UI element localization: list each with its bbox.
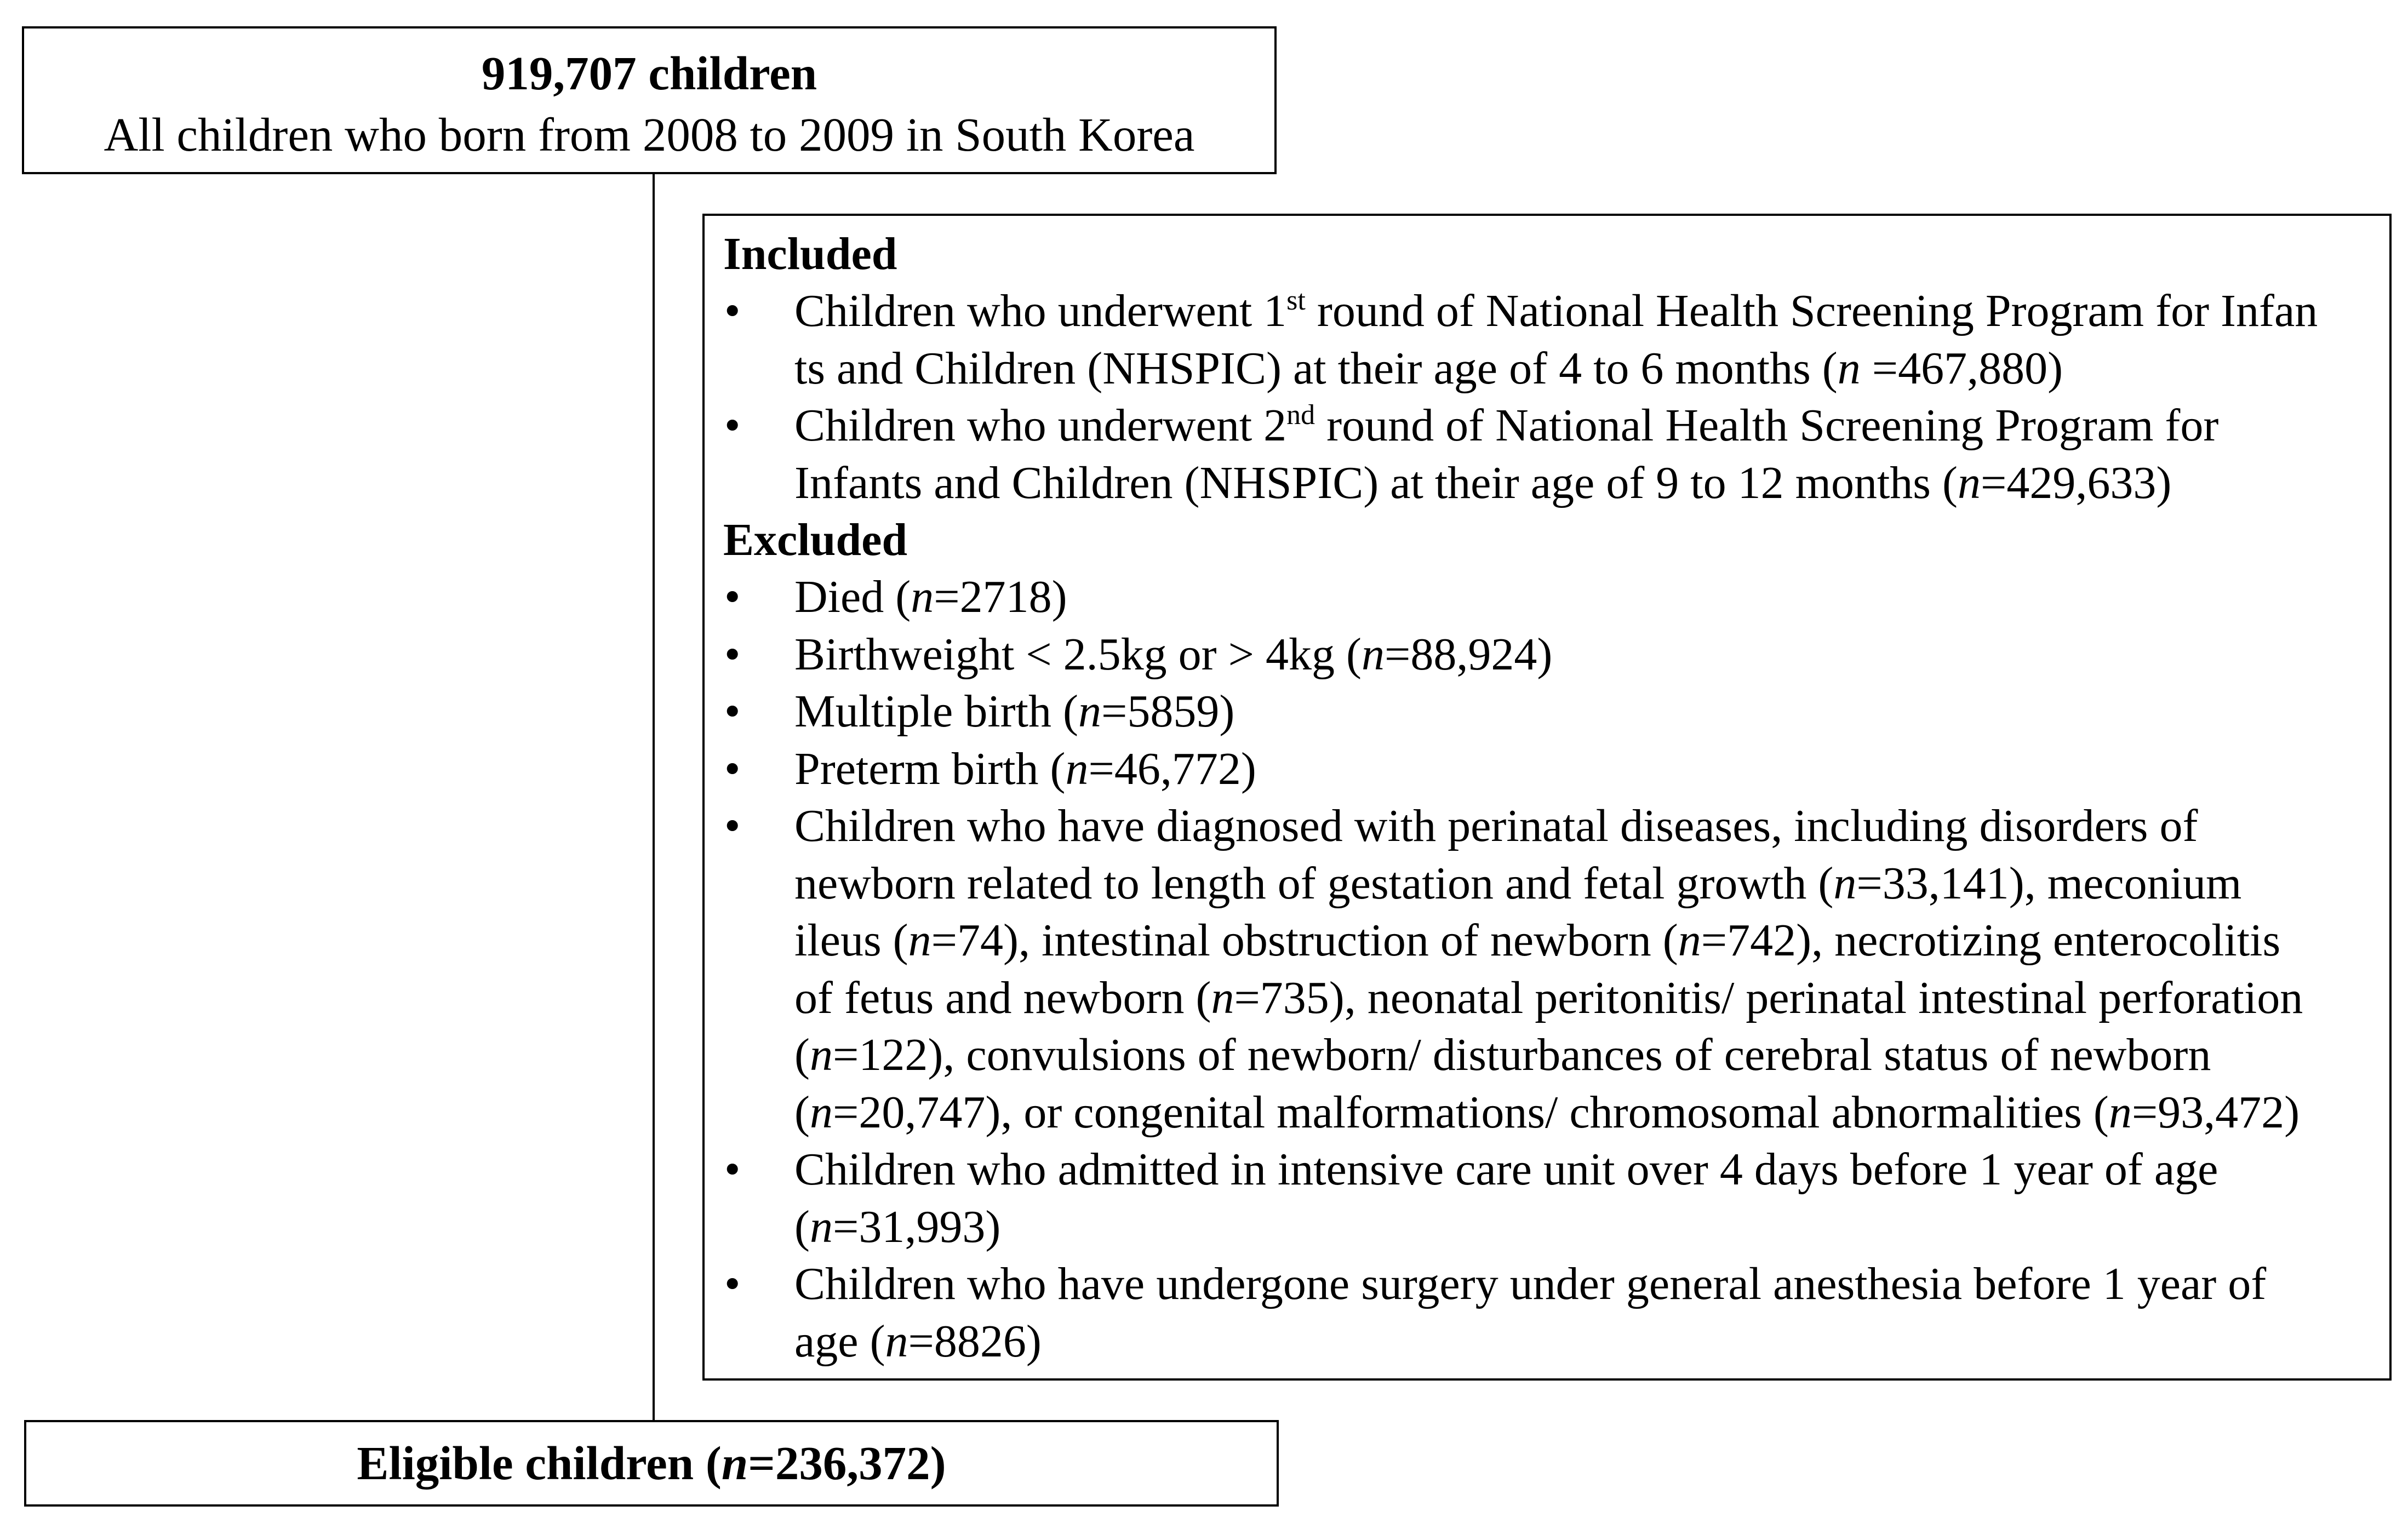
excluded-item-died (723, 569, 2378, 626)
bullet-icon: • (724, 800, 741, 851)
flow-connector-line (653, 174, 655, 1420)
excluded-heading: Excluded (723, 514, 908, 565)
item-line: Children who underwent 1st round of National Health Screening Program for Infan (794, 285, 2318, 336)
included-item-second-round (723, 397, 2378, 512)
population-description: All children who born from 2008 to 2009 in South Korea (104, 108, 1195, 161)
item-line: ileus (n=74), intestinal obstruction of newborn (n=742), necrotizing enterocolitis (794, 915, 2281, 966)
item-line: Multiple birth (n=5859) (794, 686, 1235, 737)
excluded-item-perinatal (723, 798, 2378, 1141)
item-line: age (n=8826) (794, 1315, 1042, 1367)
n-symbol: n (721, 1436, 748, 1490)
bullet-icon: • (724, 1258, 741, 1309)
included-list (723, 283, 2378, 512)
excluded-item-multiple-birth (723, 683, 2378, 741)
item-line: of fetus and newborn (n=735), neonatal peritonitis/ perinatal intestinal perforation (794, 972, 2303, 1023)
excluded-item-preterm (723, 741, 2378, 798)
n-symbol: n (1833, 857, 1857, 909)
n-symbol: n (1957, 457, 1981, 508)
n-symbol: n (809, 1201, 833, 1252)
bullet-icon: • (724, 1144, 741, 1195)
n-symbol: n (911, 571, 934, 622)
n-symbol: n (809, 1029, 833, 1080)
included-item-first-round (723, 283, 2378, 397)
excluded-item-icu (723, 1141, 2378, 1256)
item-line: (n=20,747), or congenital malformations/ chromosomal abnormalities (n=93,472) (794, 1086, 2300, 1138)
excluded-item-birthweight (723, 626, 2378, 684)
item-line: Preterm birth (n=46,772) (794, 743, 1256, 794)
ordinal-suffix: nd (1286, 399, 1315, 431)
excluded-item-surgery (723, 1256, 2378, 1370)
item-line: (n=122), convulsions of newborn/ disturbances of cerebral status of newborn (794, 1029, 2211, 1080)
included-heading: Included (723, 228, 897, 279)
item-line: Children who underwent 2nd round of National Health Screening Program for (794, 399, 2219, 451)
n-symbol: n (809, 1086, 833, 1138)
item-line: (n=31,993) (794, 1201, 1001, 1252)
n-symbol: n (1078, 686, 1101, 737)
ordinal-suffix: st (1286, 285, 1306, 316)
bullet-icon: • (724, 400, 741, 451)
n-symbol: n (885, 1315, 908, 1367)
bullet-icon: • (724, 743, 741, 794)
total-population-box (22, 26, 1277, 174)
item-line: Children who have diagnosed with perinatal diseases, including disorders of (794, 800, 2198, 851)
item-line: newborn related to length of gestation and fetal growth (n=33,141), meconium (794, 857, 2242, 909)
bullet-icon: • (724, 571, 741, 622)
n-symbol: n (908, 915, 931, 966)
item-line: ts and Children (NHSPIC) at their age of 4 to 6 months (n =467,880) (794, 342, 2063, 394)
n-symbol: n (1065, 743, 1089, 794)
bullet-icon: • (724, 285, 741, 336)
criteria-box (702, 214, 2392, 1381)
bullet-icon: • (724, 686, 741, 737)
item-line: Birthweight < 2.5kg or > 4kg (n=88,924) (794, 628, 1553, 680)
item-line: Infants and Children (NHSPIC) at their age of 9 to 12 months (n=429,633) (794, 457, 2172, 508)
eligible-children-box (24, 1420, 1279, 1507)
total-count-title: 919,707 children (481, 47, 817, 100)
bullet-icon: • (724, 628, 741, 680)
item-line: Died (n=2718) (794, 571, 1067, 622)
item-line: Children who have undergone surgery under general anesthesia before 1 year of (794, 1258, 2267, 1309)
excluded-list (723, 569, 2378, 1370)
n-symbol: n (1678, 915, 1701, 966)
n-symbol: n (1837, 342, 1861, 394)
n-symbol: n (1362, 628, 1385, 680)
n-symbol: n (2108, 1086, 2132, 1138)
n-symbol: n (1211, 972, 1234, 1023)
eligible-children-label: Eligible children (n=236,372) (357, 1436, 946, 1490)
item-line: Children who admitted in intensive care unit over 4 days before 1 year of age (794, 1144, 2218, 1195)
